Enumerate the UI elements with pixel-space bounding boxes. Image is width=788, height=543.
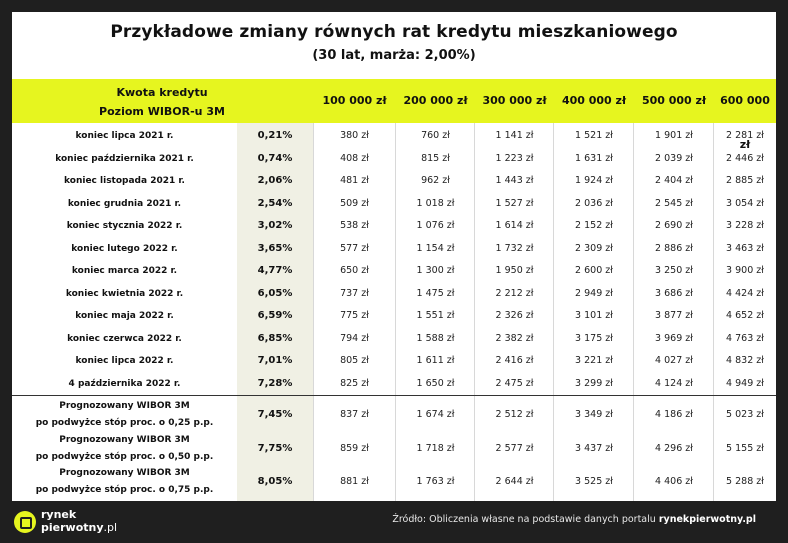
row-label: koniec grudnia 2021 r. <box>67 198 182 209</box>
table-row <box>12 260 776 283</box>
row-wibor: 6,59% <box>257 310 293 321</box>
row-value: 1 551 zł <box>416 310 455 321</box>
row-value: 962 zł <box>421 175 450 186</box>
header-wibor-label: Poziom WIBOR-u 3M <box>99 105 225 118</box>
row-value: 3 054 zł <box>726 197 764 209</box>
row-value: 2 475 zł <box>495 377 534 389</box>
row-value: 4 832 zł <box>726 355 764 366</box>
row-label: koniec maja 2022 r. <box>75 311 174 321</box>
forecast-value: 4 296 zł <box>655 442 693 454</box>
table-card <box>12 12 776 501</box>
row-label: koniec października 2021 r. <box>55 153 194 164</box>
row-value: 737 zł <box>340 287 369 299</box>
row-label: koniec lutego 2022 r. <box>71 243 178 254</box>
source-note <box>392 514 756 525</box>
table-row <box>12 328 776 351</box>
row-label: koniec lipca 2021 r. <box>75 131 174 141</box>
row-wibor: 2,54% <box>257 197 293 209</box>
row-wibor: 0,21% <box>257 130 293 141</box>
forecast-value: 837 zł <box>340 409 369 420</box>
row-value: 760 zł <box>421 130 450 141</box>
row-value: 2 152 zł <box>575 220 613 231</box>
forecast-value: 5 023 zł <box>726 409 764 420</box>
row-value: 2 545 zł <box>655 197 693 209</box>
forecast-value: 5 288 zł <box>726 476 764 487</box>
table-row <box>12 238 776 261</box>
row-label: 4 października 2022 r. <box>68 378 181 389</box>
row-value: 4 763 zł <box>726 332 764 344</box>
row-wibor: 0,74% <box>257 152 293 164</box>
row-value: 2 036 zł <box>575 197 613 209</box>
row-value: 1 732 zł <box>495 242 534 254</box>
header-amount-4: 400 000 zł <box>561 94 627 107</box>
row-value: 3 299 zł <box>575 377 613 389</box>
forecast-value: 3 437 zł <box>575 442 613 454</box>
forecast-value: 1 718 zł <box>416 442 455 454</box>
row-value: 2 404 zł <box>655 175 693 186</box>
forecast-value: 1 674 zł <box>416 409 455 420</box>
source-text: Źródło: Obliczenia własne na podstawie danych portalu <box>392 514 659 525</box>
source-link: rynekpierwotny.pl <box>658 514 756 525</box>
row-value: 1 588 zł <box>416 332 455 344</box>
table-row <box>12 125 776 148</box>
row-value: 408 zł <box>340 152 369 164</box>
row-value: 775 zł <box>340 310 369 321</box>
row-value: 2 886 zł <box>655 242 693 254</box>
page-title: Przykładowe zmiany równych rat kredytu mieszkaniowego <box>110 22 678 42</box>
header-amount-2: 200 000 zł <box>403 94 468 107</box>
row-value: 1 223 zł <box>495 152 534 164</box>
forecast-label: Prognozowany WIBOR 3M po podwyżce stóp proc. o 0,50 p.p. <box>35 434 214 462</box>
table-row <box>12 148 776 171</box>
forecast-value: 3 349 zł <box>575 409 613 420</box>
header-amount-1: 100 000 zł <box>322 94 387 107</box>
row-value: 3 101 zł <box>575 310 613 321</box>
header-amount-3: 300 000 zł <box>482 94 547 107</box>
row-value: 3 228 zł <box>726 220 764 231</box>
forecast-value: 3 525 zł <box>575 476 613 487</box>
forecast-value: 4 186 zł <box>655 409 693 420</box>
row-value: 1 950 zł <box>495 265 534 276</box>
table-row <box>12 305 776 328</box>
row-value: 2 212 zł <box>495 287 534 299</box>
row-value: 1 076 zł <box>416 220 455 231</box>
forecast-label: Prognozowany WIBOR 3M po podwyżce stóp proc. o 0,25 p.p. <box>35 401 214 428</box>
row-value: 2 446 zł <box>726 152 764 164</box>
row-value: 3 877 zł <box>655 310 693 321</box>
forecast-label: Prognozowany WIBOR 3M po podwyżce stóp proc. o 0,75 p.p. <box>35 468 214 495</box>
forecast-value: 2 644 zł <box>495 476 534 487</box>
row-value: 1 300 zł <box>416 265 455 276</box>
row-value: 1 141 zł <box>495 130 534 141</box>
row-value: 4 652 zł <box>726 310 764 321</box>
row-value: 3 221 zł <box>575 355 613 366</box>
forecast-value: 859 zł <box>340 442 369 454</box>
row-value: 2 600 zł <box>575 265 613 276</box>
row-value: 2 382 zł <box>495 332 534 344</box>
forecast-value: 881 zł <box>340 476 369 487</box>
row-label: koniec kwietnia 2022 r. <box>65 288 184 299</box>
row-value: 2 949 zł <box>575 287 613 299</box>
logo-line2: pierwotny.pl <box>41 521 118 534</box>
table-row <box>12 170 776 193</box>
row-value: 1 901 zł <box>655 130 693 141</box>
page-subtitle: (30 lat, marża: 2,00%) <box>312 48 476 63</box>
row-wibor: 3,65% <box>257 242 293 254</box>
forecast-value: 1 763 zł <box>416 476 455 487</box>
row-value: 1 924 zł <box>575 175 613 186</box>
row-label: koniec listopada 2021 r. <box>64 176 185 186</box>
row-value: 1 154 zł <box>416 242 455 254</box>
row-value: 3 900 zł <box>726 265 764 276</box>
row-value: 805 zł <box>340 355 369 366</box>
row-value: 1 018 zł <box>416 197 455 209</box>
row-wibor: 4,77% <box>257 265 293 276</box>
row-value: 2 039 zł <box>655 152 693 164</box>
row-wibor: 7,28% <box>257 377 293 389</box>
row-label: koniec stycznia 2022 r. <box>66 221 183 231</box>
row-value: 1 650 zł <box>416 377 455 389</box>
row-value: 2 885 zł <box>726 175 764 186</box>
table-row <box>12 373 776 396</box>
row-wibor: 2,06% <box>257 175 293 186</box>
header-label-cell <box>12 79 313 123</box>
forecast-row <box>12 465 776 499</box>
row-value: 1 443 zł <box>495 175 534 186</box>
logo-icon <box>14 511 36 533</box>
header-loan-amount-label: Kwota kredytu <box>116 86 208 99</box>
row-value: 2 309 zł <box>575 242 613 254</box>
row-value: 794 zł <box>340 332 369 344</box>
row-value: 4 949 zł <box>726 377 764 389</box>
row-value: 538 zł <box>340 220 369 231</box>
table-row <box>12 193 776 216</box>
forecast-value: 2 577 zł <box>495 442 534 454</box>
row-wibor: 3,02% <box>257 220 293 231</box>
row-value: 3 250 zł <box>655 265 693 276</box>
row-value: 481 zł <box>340 175 369 186</box>
row-value: 3 175 zł <box>575 332 613 344</box>
row-value: 1 611 zł <box>416 355 455 366</box>
forecast-value: 4 406 zł <box>655 476 693 487</box>
row-value: 4 424 zł <box>726 287 764 299</box>
row-label: koniec czerwca 2022 r. <box>67 333 182 344</box>
row-value: 825 zł <box>340 377 369 389</box>
forecast-wibor: 8,05% <box>257 476 293 487</box>
row-value: 2 416 zł <box>495 355 534 366</box>
row-value: 815 zł <box>421 152 450 164</box>
row-value: 509 zł <box>340 197 369 209</box>
row-value: 380 zł <box>340 130 369 141</box>
forecast-separator <box>12 395 776 396</box>
row-value: 2 690 zł <box>655 220 693 231</box>
forecast-row <box>12 432 776 466</box>
table-row <box>12 283 776 306</box>
row-value: 2 281 zł <box>726 130 764 141</box>
row-value: 1 631 zł <box>575 152 613 164</box>
row-value: 2 326 zł <box>495 310 534 321</box>
row-value: 1 527 zł <box>495 197 534 209</box>
row-value: 1 614 zł <box>495 220 534 231</box>
forecast-row <box>12 398 776 432</box>
forecast-wibor: 7,75% <box>257 442 293 454</box>
row-value: 1 475 zł <box>416 287 455 299</box>
row-value: 4 027 zł <box>655 355 693 366</box>
row-value: 577 zł <box>340 242 369 254</box>
row-value: 4 124 zł <box>655 377 693 389</box>
forecast-value: 5 155 zł <box>726 442 764 454</box>
row-wibor: 7,01% <box>257 355 293 366</box>
row-wibor: 6,05% <box>257 287 293 299</box>
forecast-wibor: 7,45% <box>257 409 293 420</box>
table-row <box>12 350 776 373</box>
logo-line1: rynek <box>41 508 77 521</box>
row-label: koniec marca 2022 r. <box>71 266 178 276</box>
row-value: 3 686 zł <box>655 287 693 299</box>
row-wibor: 6,85% <box>257 332 293 344</box>
forecast-value: 2 512 zł <box>495 409 534 420</box>
table-row <box>12 215 776 238</box>
row-value: 3 463 zł <box>726 242 764 254</box>
header-amount-5: 500 000 zł <box>641 94 707 107</box>
row-label: koniec lipca 2022 r. <box>75 356 174 366</box>
header-amount-6: 600 000 zł <box>720 94 770 151</box>
row-value: 1 521 zł <box>575 130 613 141</box>
row-value: 3 969 zł <box>655 332 693 344</box>
row-value: 650 zł <box>340 265 369 276</box>
